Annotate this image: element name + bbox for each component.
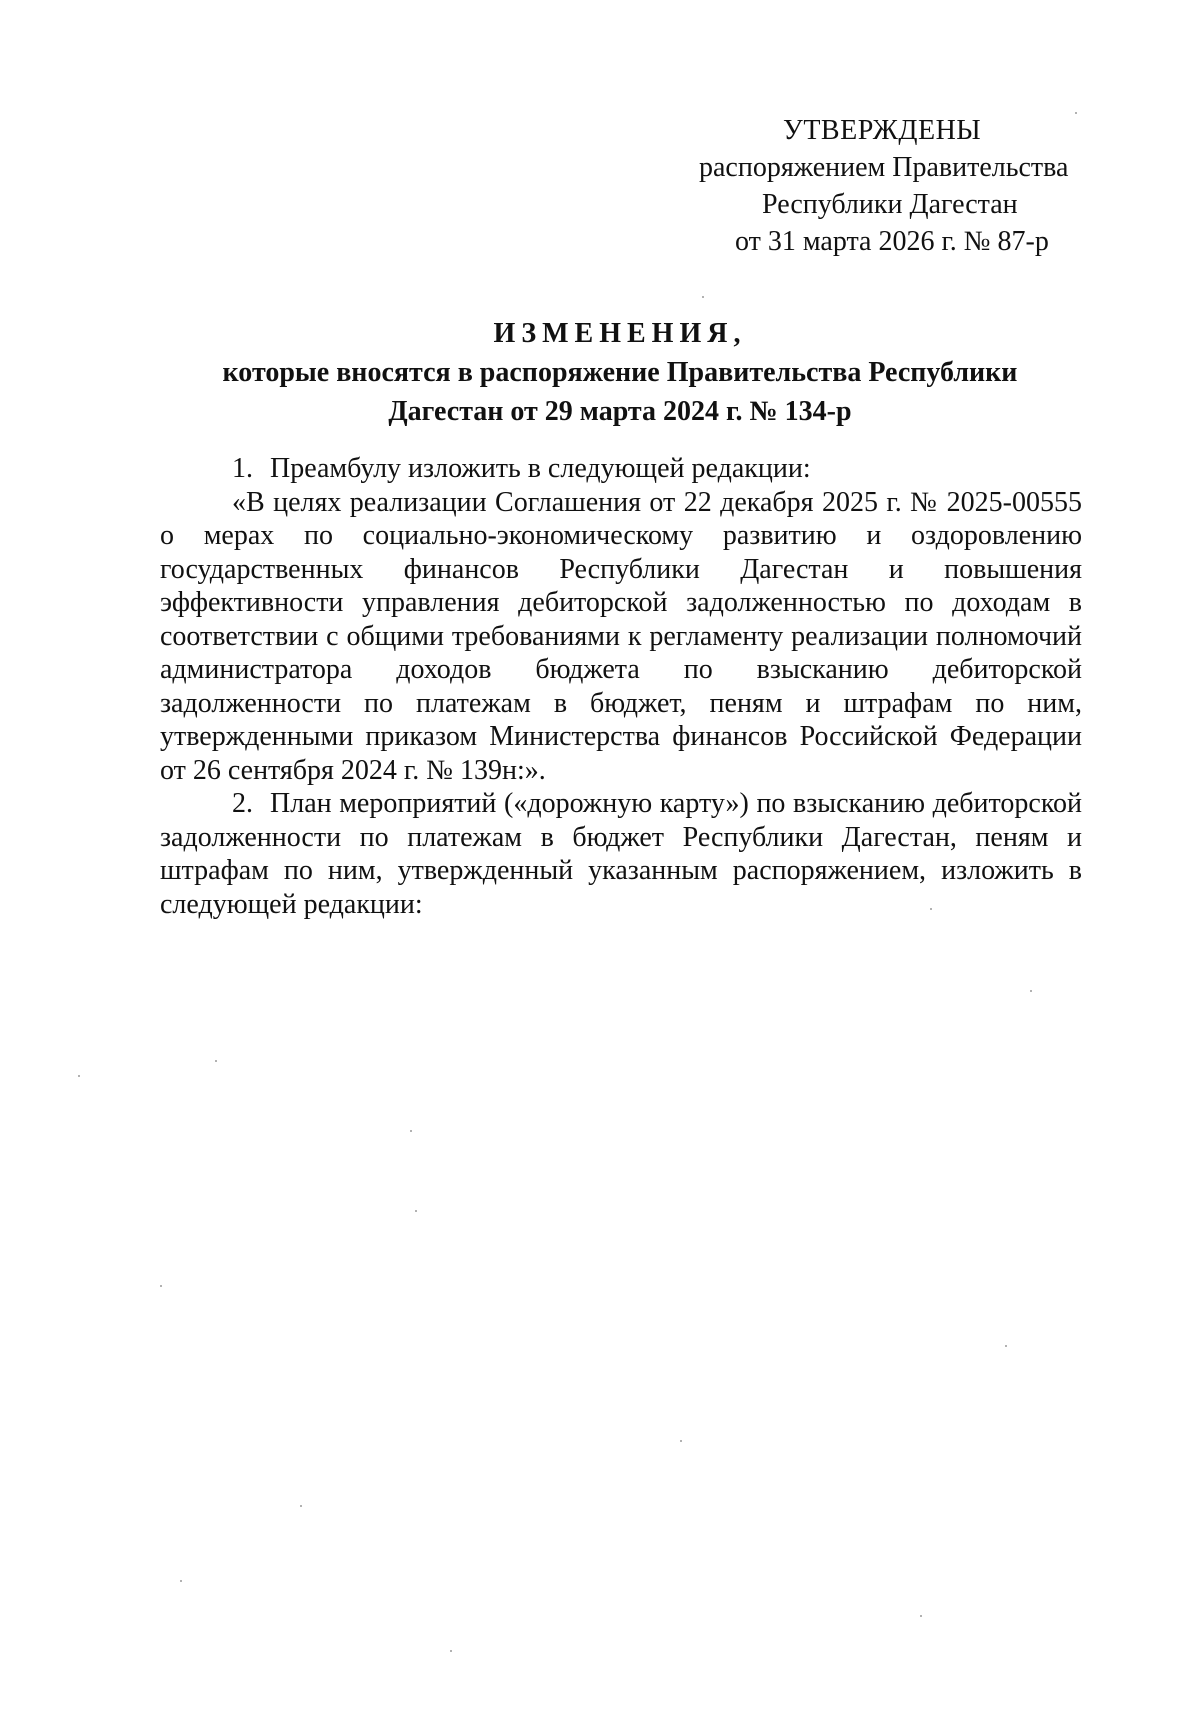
item-2-number: 2.: [232, 788, 253, 819]
heading-title: ИЗМЕНЕНИЯ,: [493, 318, 747, 349]
approval-line-1: распоряжением Правительства: [699, 152, 1069, 183]
scan-speck: [78, 1075, 80, 1077]
scan-speck: [415, 1210, 417, 1212]
item-2: [160, 787, 1082, 921]
scan-speck: [1005, 1345, 1007, 1347]
scan-speck: [1030, 990, 1032, 992]
item-1: [160, 452, 1082, 486]
scan-speck: [410, 1130, 412, 1132]
scan-speck: [702, 296, 704, 298]
scan-speck: [930, 908, 932, 910]
heading-subtitle-line-2: Дагестан от 29 марта 2024 г. № 134-р: [388, 396, 852, 427]
item-1-text: Преамбулу изложить в следующей редакции:: [270, 453, 811, 484]
approval-title: УТВЕРЖДЕНЫ: [783, 115, 982, 146]
heading-subtitle-line-1: которые вносятся в распоряжение Правительства Республики: [222, 357, 1018, 388]
scan-speck: [160, 1285, 162, 1287]
scan-speck: [680, 1440, 682, 1442]
approval-line-3: от 31 марта 2026 г. № 87-р: [735, 226, 1049, 257]
document-body: [160, 452, 1082, 921]
scan-speck: [300, 1505, 302, 1507]
document-heading: [150, 317, 1090, 429]
item-1-number: 1.: [232, 453, 253, 484]
item-2-text: План мероприятий («дорожную карту») по взысканию дебиторской задолженности по платежам в бюджет Республики Дагестан, пеням и штрафам по ним, утвержденный указанным распоряжением, изложить в следующей редакции:: [160, 788, 1082, 920]
approval-stamp-block: [620, 112, 1080, 260]
scan-speck: [450, 1650, 452, 1652]
scan-speck: [920, 1615, 922, 1617]
scan-speck: [1075, 112, 1077, 114]
scan-speck: [215, 1060, 217, 1062]
scan-speck: [180, 1580, 182, 1582]
approval-line-2: Республики Дагестан: [762, 189, 1018, 220]
preamble-paragraph: «В целях реализации Соглашения от 22 декабря 2025 г. № 2025-00555 о мерах по социально-экономическому развитию и оздоровлению государственных финансов Республики Дагестан и повышения эффективности управления дебиторской задолженностью по доходам в соответствии с общими требованиями к регламенту реализации полномочий администратора доходов бюджета по взысканию дебиторской задолженности по платежам в бюджет, пеням и штрафам по ним, утвержденными приказом Министерства финансов Российской Федерации от 26 сентября 2024 г. № 139н:».: [160, 486, 1082, 786]
